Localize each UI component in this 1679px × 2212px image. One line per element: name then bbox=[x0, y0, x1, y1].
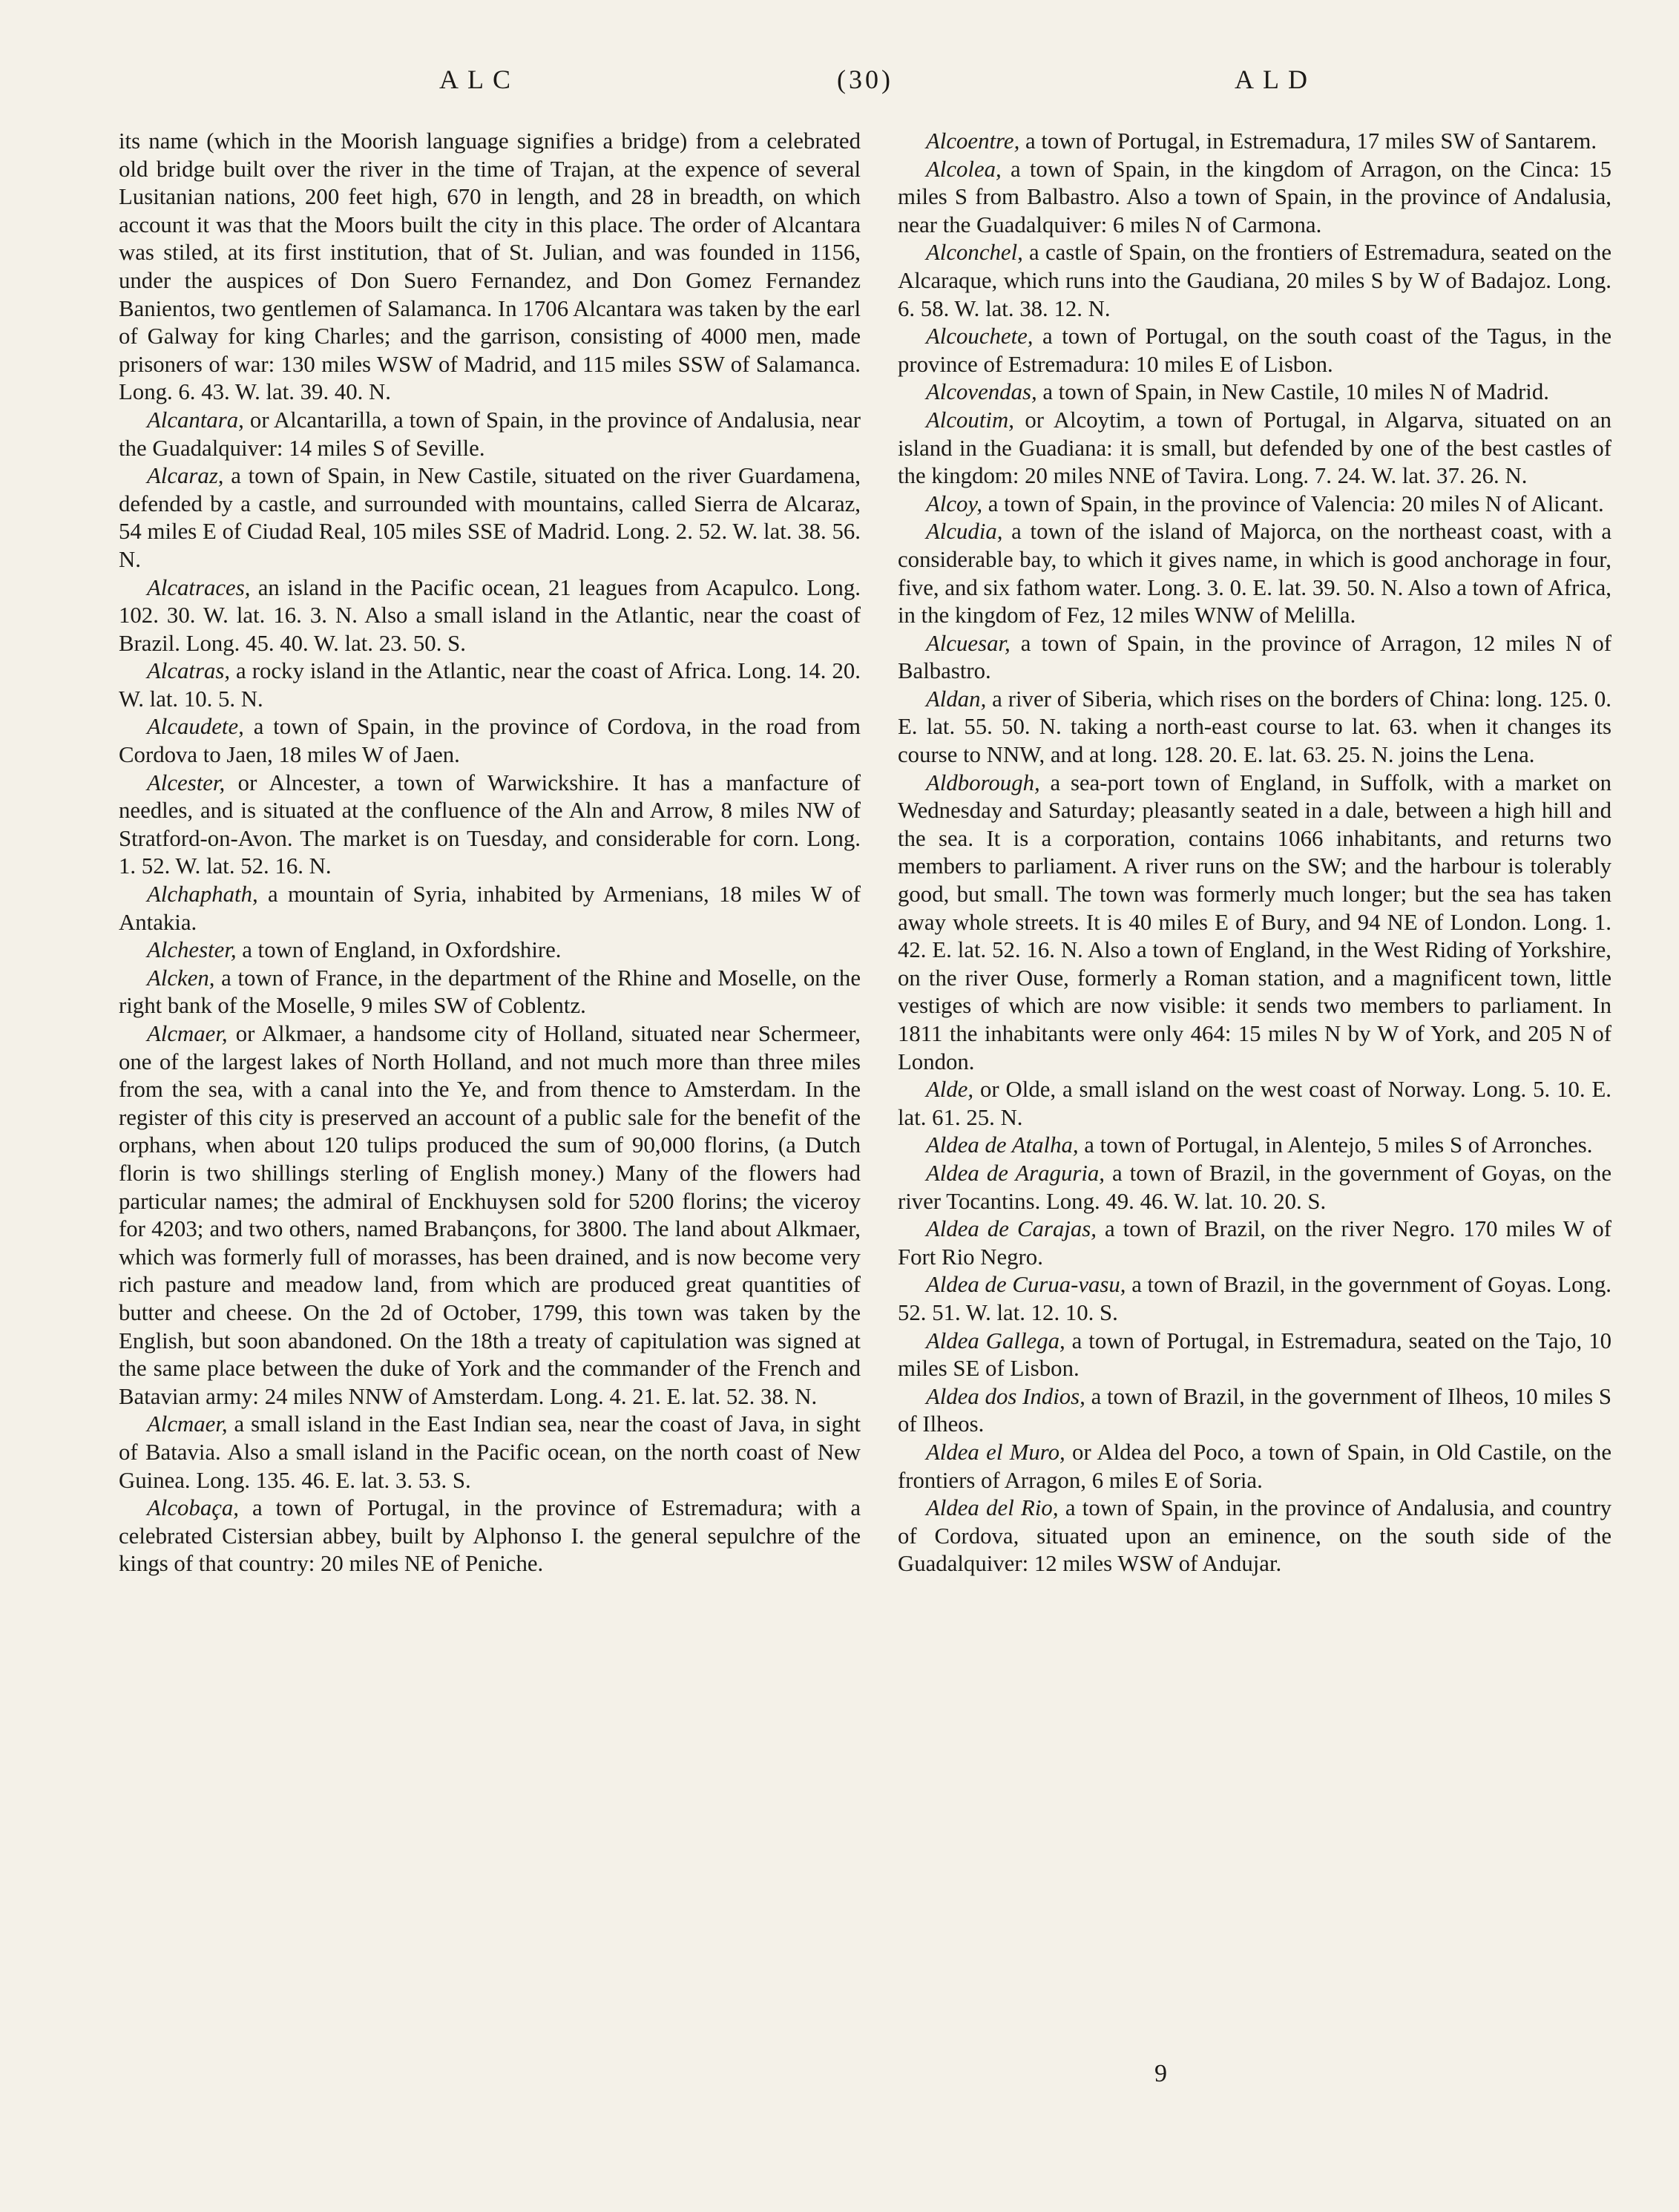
entry-text: a town of Portugal, in Estremadura, 17 miles SW of Santarem. bbox=[1019, 128, 1597, 154]
entry-text: a river of Siberia, which rises on the borders of China: long. 125. 0. E. lat. 55. 50. N. taking a north-east course to lat. 63. when it changes its course to NNW, and at long. 128. 20. E. lat. 63. 25. N. joins the Lena. bbox=[898, 686, 1611, 768]
entry-term: Alcaraz, bbox=[147, 463, 224, 489]
entry bbox=[898, 518, 1611, 629]
entry-text: a town of Brazil, in the government of Ilheos, 10 miles S of Ilheos. bbox=[898, 1383, 1611, 1437]
entry-text: or Alcantarilla, a town of Spain, in the province of Andalusia, near the Guadalquiver: 14 miles S of Seville. bbox=[119, 407, 861, 461]
entry-text: a town of France, in the department of the Rhine and Moselle, on the right bank of the Moselle, 9 miles SW of Coblentz. bbox=[119, 965, 861, 1019]
entry-term: Aldborough, bbox=[926, 769, 1040, 795]
entry bbox=[119, 128, 861, 407]
entry-text: an island in the Pacific ocean, 21 leagues from Acapulco. Long. 102. 30. W. lat. 16. 3. N. Also a small island in the Atlantic, near the coast of Brazil. Long. 45. 40. W. lat. 23. 50. S. bbox=[119, 574, 861, 656]
page-number: (30) bbox=[837, 65, 893, 94]
entry-term: Alcouchete, bbox=[926, 324, 1034, 349]
entry-text: a town of Spain, in the province of Andalusia, and country of Cordova, situated upon an eminence, on the south side of the Guadalquiver: 12 miles WSW of Andujar. bbox=[898, 1495, 1611, 1577]
entry-text: a town of Portugal, in the province of Estremadura; with a celebrated Cistersian abbey, built by Alphonso I. the general sepulchre of the kings of that country: 20 miles NE of Peniche. bbox=[119, 1495, 861, 1577]
entry-term: Alcoutim, bbox=[926, 407, 1014, 433]
entry-term: Alcmaer, bbox=[147, 1021, 228, 1046]
entry-text: a town of Brazil, in the government of Goyas, on the river Tocantins. Long. 49. 46. W. lat. 10. 20. S. bbox=[898, 1160, 1611, 1214]
entry bbox=[898, 1494, 1611, 1578]
entry-term: Alcmaer, bbox=[147, 1411, 228, 1437]
entry-text: or Alcoytim, a town of Portugal, in Algarva, situated on an island in the Guadiana: it is small, but defended by one of the best castles of the kingdom: 20 miles NNE of Tavira. Long. 7. 24. W. lat. 37. 26. N. bbox=[898, 407, 1611, 489]
entry bbox=[119, 769, 861, 881]
signature-mark: 9 bbox=[1154, 2060, 1167, 2087]
entry-text: a town of Portugal, in Estremadura, seated on the Tajo, 10 miles SE of Lisbon. bbox=[898, 1327, 1611, 1382]
entry-text: a town of Spain, in New Castile, 10 miles N of Madrid. bbox=[1036, 379, 1549, 405]
entry bbox=[898, 1439, 1611, 1494]
entry bbox=[119, 881, 861, 936]
entry-term: Alcobaça, bbox=[147, 1495, 239, 1521]
entry-text: a town of England, in Oxfordshire. bbox=[236, 937, 562, 963]
entry-term: Alcatras, bbox=[147, 658, 231, 684]
entry-text: or Aldea del Poco, a town of Spain, in Old Castile, on the frontiers of Arragon, 6 miles E of Soria. bbox=[898, 1439, 1611, 1493]
entry-text: a rocky island in the Atlantic, near the coast of Africa. Long. 14. 20. W. lat. 10. 5. N. bbox=[119, 658, 861, 712]
entry bbox=[898, 630, 1611, 686]
entry-term: Alcuesar, bbox=[926, 630, 1011, 656]
entry bbox=[898, 1327, 1611, 1383]
entry-term: Alde, bbox=[926, 1077, 974, 1103]
right-column bbox=[898, 128, 1611, 1578]
entry-text: a town of Spain, in the province of Valencia: 20 miles N of Alicant. bbox=[982, 490, 1604, 516]
entry bbox=[119, 462, 861, 574]
entry bbox=[898, 1076, 1611, 1132]
entry bbox=[898, 1383, 1611, 1439]
entry bbox=[119, 965, 861, 1020]
entry-term: Aldan, bbox=[926, 686, 987, 712]
entry bbox=[898, 1215, 1611, 1271]
entry-term: Alcester, bbox=[147, 769, 226, 795]
entry-term: Alcatraces, bbox=[147, 574, 251, 600]
entry bbox=[898, 407, 1611, 490]
entry-term: Aldea de Atalha, bbox=[926, 1132, 1079, 1158]
entry-term: Aldea el Muro, bbox=[926, 1439, 1065, 1465]
page-header bbox=[0, 64, 1679, 108]
entry-text: a sea-port town of England, in Suffolk, with a market on Wednesday and Saturday; pleasantly seated in a dale, between a high hill and the sea. It is a corporation, contains 1066 inhabitants, and returns two members to parliament. A river runs on the SW; and the harbour is tolerably good, but small. The town was formerly much longer; but the sea has taken away whole streets. It is 40 miles E of Bury, and 94 NE of London. Long. 1. 42. E. lat. 52. 16. N. Also a town of England, in the West Riding of Yorkshire, on the river Ouse, formerly a Roman station, and a magnificent town, little vestiges of which are now visible: it sends two members to parliament. In 1811 the inhabitants were only 464: 15 miles N by W of York, and 205 N of London. bbox=[898, 769, 1611, 1074]
entry bbox=[898, 128, 1611, 156]
entry-text: a town of Portugal, in Alentejo, 5 miles S of Arronches. bbox=[1078, 1132, 1593, 1158]
entry bbox=[898, 1132, 1611, 1160]
entry bbox=[898, 686, 1611, 769]
header-left-keyword: ALC bbox=[439, 65, 519, 94]
entry bbox=[898, 490, 1611, 519]
entry-term: Aldea de Carajas, bbox=[926, 1216, 1097, 1242]
entry-term: Alcoy, bbox=[926, 490, 983, 516]
entry-term: Aldea del Rio, bbox=[926, 1495, 1059, 1521]
entry bbox=[898, 239, 1611, 323]
entry bbox=[119, 1494, 861, 1578]
entry bbox=[119, 574, 861, 658]
entry-term: Alcovendas, bbox=[926, 379, 1037, 405]
entry bbox=[898, 156, 1611, 240]
entry-term: Alcaudete, bbox=[147, 714, 244, 740]
entry-term: Alcolea, bbox=[926, 156, 1002, 182]
entry bbox=[119, 657, 861, 713]
entry-text: a town of Spain, in the province of Cordova, in the road from Cordova to Jaen, 18 miles W of Jaen. bbox=[119, 714, 861, 768]
entry-text: or Alkmaer, a handsome city of Holland, situated near Schermeer, one of the largest lakes of North Holland, and not much more than three miles from the sea, with a canal into the Ye, and from thence to Amsterdam. In the register of this city is preserved an account of a public sale for the benefit of the orphans, when about 120 tulips produced the sum of 90,000 florins, (a Dutch florin is two shillings sterling of English money.) Many of the flowers had particular names; the admiral of Enckhuysen sold for 5200 florins; the viceroy for 4203; and two others, named Brabançons, for 3800. The land about Alkmaer, which was formerly full of morasses, has been drained, and is now become very rich pasture and meadow land, from which are produced great quantities of butter and cheese. On the 2d of October, 1799, this town was taken by the English, but soon abandoned. On the 18th a treaty of capitulation was signed at the same place between the duke of York and the commander of the French and Batavian army: 24 miles NNW of Amsterdam. Long. 4. 21. E. lat. 52. 38. N. bbox=[119, 1021, 861, 1409]
entry bbox=[119, 1411, 861, 1494]
entry bbox=[898, 769, 1611, 1077]
entry-text: a small island in the East Indian sea, near the coast of Java, in sight of Batavia. Also a small island in the Pacific ocean, on the north coast of New Guinea. Long. 135. 46. E. lat. 3. 53. S. bbox=[119, 1411, 861, 1493]
entry bbox=[119, 407, 861, 462]
entry-term: Alcantara, bbox=[147, 407, 244, 433]
entry-text: a town of Brazil, in the government of Goyas. Long. 52. 51. W. lat. 12. 10. S. bbox=[898, 1272, 1611, 1325]
entry-term: Aldea de Curua-vasu, bbox=[926, 1272, 1126, 1298]
entry-term: Aldea dos Indios, bbox=[926, 1383, 1085, 1409]
entry-text: a town of Portugal, on the south coast of the Tagus, in the province of Estremadura: 10 miles E of Lisbon. bbox=[898, 324, 1611, 377]
header-right-keyword: ALD bbox=[1235, 65, 1316, 94]
entry bbox=[119, 936, 861, 965]
entry-term: Alconchel, bbox=[926, 240, 1023, 266]
entry-term: Aldea Gallega, bbox=[926, 1327, 1065, 1353]
left-column bbox=[119, 128, 861, 1578]
entry-term: Alcoentre, bbox=[926, 128, 1020, 154]
entry-text: or Olde, a small island on the west coast of Norway. Long. 5. 10. E. lat. 61. 25. N. bbox=[898, 1077, 1611, 1130]
entry bbox=[898, 1271, 1611, 1327]
entry-text: a town of Spain, in the kingdom of Arragon, on the Cinca: 15 miles S from Balbastro. Also a town of Spain, in the province of Andalusia, near the Guadalquiver: 6 miles N of Carmona. bbox=[898, 156, 1611, 237]
entry-text: its name (which in the Moorish language signifies a bridge) from a celebrated old bridge built over the river in the time of Trajan, at the expence of several Lusitanian nations, 200 feet high, 670 in length, and 28 in breadth, on which account it was that the Moors built the city in this place. The order of Alcantara was stiled, at its first institution, that of St. Julian, and was founded in 1156, under the auspices of Don Suero Fernandez, and Don Gomez Fernandez Banientos, two gentlemen of Salamanca. In 1706 Alcantara was taken by the earl of Galway for king Charles; and the garrison, consisting of 4000 men, made prisoners of war: 130 miles WSW of Madrid, and 115 miles SSW of Salamanca. Long. 6. 43. W. lat. 39. 40. N. bbox=[119, 128, 861, 405]
entry-text: a town of the island of Majorca, on the northeast coast, with a considerable bay, to which it gives name, in which is good anchorage in four, five, and six fathom water. Long. 3. 0. E. lat. 39. 50. N. Also a town of Africa, in the kingdom of Fez, 12 miles WNW of Melilla. bbox=[898, 519, 1611, 629]
entry bbox=[898, 378, 1611, 407]
entry bbox=[119, 713, 861, 769]
entry-text: a town of Brazil, on the river Negro. 170 miles W of Fort Rio Negro. bbox=[898, 1216, 1612, 1270]
entry-term: Alcken, bbox=[147, 965, 215, 991]
entry-text: a mountain of Syria, inhabited by Armenians, 18 miles W of Antakia. bbox=[119, 882, 861, 935]
entry-term: Alchaphath, bbox=[147, 882, 258, 908]
entry bbox=[119, 1020, 861, 1411]
entry-term: Aldea de Araguria, bbox=[926, 1160, 1105, 1186]
entry bbox=[898, 1160, 1611, 1215]
entry-text: a town of Spain, in the province of Arragon, 12 miles N of Balbastro. bbox=[898, 630, 1611, 684]
entry-term: Alchester, bbox=[147, 937, 237, 963]
entry-text: a town of Spain, in New Castile, situated on the river Guardamena, defended by a castle, and surrounded with mountains, called Sierra de Alcaraz, 54 miles E of Ciudad Real, 105 miles SSE of Madrid. Long. 2. 52. W. lat. 38. 56. N. bbox=[119, 463, 861, 572]
entry-text: or Alncester, a town of Warwickshire. It has a manfacture of needles, and is situated at the confluence of the Aln and Arrow, 8 miles NW of Stratford-on-Avon. The market is on Tuesday, and considerable for corn. Long. 1. 52. W. lat. 52. 16. N. bbox=[119, 769, 861, 879]
entry-term: Alcudia, bbox=[926, 519, 1003, 545]
entry bbox=[898, 323, 1611, 378]
entry-text: a castle of Spain, on the frontiers of Estremadura, seated on the Alcaraque, which runs into the Gaudiana, 20 miles S by W of Badajoz. Long. 6. 58. W. lat. 38. 12. N. bbox=[898, 240, 1611, 321]
